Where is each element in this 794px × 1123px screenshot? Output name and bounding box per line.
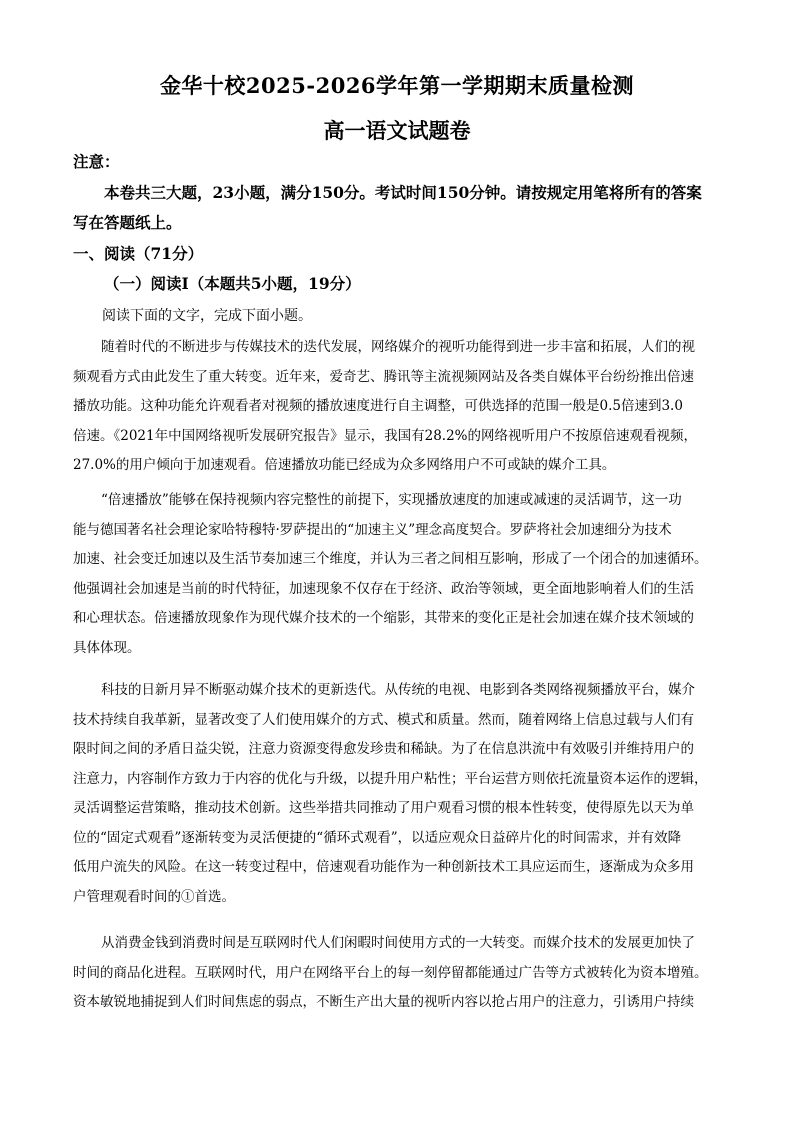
passage-paragraph	[73, 676, 721, 912]
exam-title: 金华十校2025-2026学年第一学期期末质量检测	[159, 73, 635, 98]
passage-line: 技术持续自我革新，显著改变了人们使用媒介的方式、模式和质量。然而，随着网络上信息过载与人们有	[73, 711, 694, 728]
passage-line: 低用户流失的风险。在这一转变过程中，倍速观看功能作为一种创新技术工具应运而生，逐渐成为众多用	[73, 859, 694, 875]
passage-line: 户管理观看时间的①首选。	[73, 888, 235, 905]
passage-line: 时间的商品化进程。互联网时代，用户在网络平台上的每一刻停留都能通过广告等方式被转化为资本增殖。	[73, 964, 708, 981]
passage-line: 加速、社会变迁加速以及生活节奏加速三个维度，并认为三者之间相互影响，形成了一个闭合的加速循环。	[73, 551, 708, 567]
section-subheading: （一）阅读Ⅰ（本题共5小题，19分）	[104, 274, 361, 293]
passage-line: 频观看方式由此发生了重大转变。近年来，爱奇艺、腾讯等主流视频网站及各类自媒体平台纷纷推出倍速	[73, 368, 694, 385]
passage-line: 和心理状态。倍速播放现象作为现代媒介技术的一个缩影，其带来的变化正是社会加速在媒介技术领域的	[73, 610, 694, 626]
passage-line: 播放功能。这种功能允许观看者对视频的播放速度进行自主调整，可供选择的范围一般是0.5倍速到3.0	[73, 398, 683, 414]
exam-subtitle: 高一语文试题卷	[323, 118, 471, 143]
notice-label: 注意：	[73, 152, 120, 171]
passage-paragraph	[73, 333, 721, 481]
passage-line: 他强调社会加速是当前的时代特征，加速现象不仅存在于经济、政治等领域，更全面地影响着人们的生活	[73, 580, 694, 597]
passage-line: 科技的日新月异不断驱动媒介技术的更新迭代。从传统的电视、电影到各类网络视频播放平台，媒介	[101, 682, 695, 698]
passage-line: 能与德国著名社会理论家哈特穆特·罗萨提出的“加速主义”理念高度契合。罗萨将社会加速细分为技术	[73, 521, 672, 538]
passage-line: 限时间之间的矛盾日益尖锐，注意力资源变得愈发珍贵和稀缺。为了在信息洪流中有效吸引并维持用户的	[73, 741, 694, 757]
notice-line: 写在答题纸上。	[73, 213, 182, 232]
passage-line: 随着时代的不断进步与传媒技术的迭代发展，网络媒介的视听功能得到进一步丰富和拓展，人们的视	[101, 339, 695, 355]
passage-line: 从消费金钱到消费时间是互联网时代人们闲暇时间使用方式的一大转变。而媒介技术的发展更加快了	[101, 935, 695, 951]
passage-line: 位的“固定式观看”逐渐转变为灵活便捷的“循环式观看”，以适应观众日益碎片化的时间需求，并有效降	[73, 829, 682, 846]
passage-paragraph	[73, 486, 721, 663]
passage-line: 倍速。《2021年中国网络视听发展研究报告》显示，我国有28.2%的网络视听用户不按原倍速观看视频，	[73, 427, 697, 444]
passage-line: 注意力，内容制作方致力于内容的优化与升级，以提升用户粘性；平台运营方则依托流量资本运作的逻辑，	[73, 770, 708, 787]
passage-line: 资本敏锐地捕捉到人们时间焦虑的弱点，不断生产出大量的视听内容以抢占用户的注意力，引诱用户持续	[73, 994, 694, 1010]
passage-line: 27.0%的用户倾向于加速观看。倍速播放功能已经成为众多网络用户不可或缺的媒介工具。	[73, 457, 616, 473]
passage-line: 具体体现。	[73, 639, 141, 656]
notice-line: 本卷共三大题，23小题，满分150分。考试时间150分钟。请按规定用笔将所有的答案	[104, 183, 702, 202]
section-heading: 一、阅读（71分）	[73, 244, 204, 263]
reading-instruction: 阅读下面的文字，完成下面小题。	[102, 308, 312, 324]
passage-line: “倍速播放”能够在保持视频内容完整性的前提下，实现播放速度的加速或减速的灵活调节，这一功	[101, 492, 682, 508]
passage-line: 灵活调整运营策略，推动技术创新。这些举措共同推动了用户观看习惯的根本性转变，使得原先以天为单	[73, 800, 694, 816]
passage-paragraph	[73, 929, 721, 1018]
